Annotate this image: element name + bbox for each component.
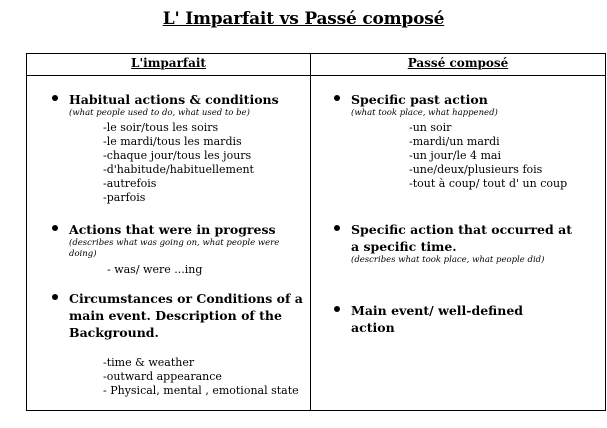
example-list	[351, 121, 601, 191]
list-item: -le mardi/tous les mardis	[103, 135, 242, 148]
table-header-row	[27, 54, 605, 76]
example-list	[69, 121, 305, 205]
imparfait-circumstances-section	[69, 290, 309, 398]
list-item: -d'habitude/habituellement	[103, 163, 254, 176]
list-item: -autrefois	[103, 177, 157, 190]
section-heading: Habitual actions & conditions	[69, 92, 279, 107]
section-heading: action	[351, 320, 395, 335]
section-heading: a specific time.	[351, 239, 457, 254]
section-heading: Specific past action	[351, 92, 488, 107]
list-item: -chaque jour/tous les jours	[103, 149, 252, 162]
list-item: -parfois	[103, 191, 146, 204]
list-item: - Physical, mental , emotional state	[103, 384, 299, 397]
bullet-icon	[52, 294, 58, 300]
section-note: (describes what was going on, what people were	[69, 238, 280, 248]
section-heading: Specific action that occurred at	[351, 222, 572, 237]
list-item: -mardi/un mardi	[409, 135, 500, 148]
list-item: -le soir/tous les soirs	[103, 121, 219, 134]
list-item: -tout à coup/ tout d' un coup	[409, 177, 568, 190]
example-list	[69, 263, 305, 277]
example-list	[69, 356, 309, 398]
list-item: -time & weather	[103, 356, 195, 369]
section-note: doing)	[69, 249, 97, 259]
passe-compose-time-section	[351, 221, 601, 266]
section-heading: Main event/ well-defined	[351, 303, 524, 318]
section-heading: Actions that were in progress	[69, 222, 276, 237]
header-passe-compose: Passé composé	[407, 56, 509, 70]
section-heading: Circumstances or Conditions of a	[69, 291, 303, 306]
imparfait-habitual-section	[69, 91, 305, 205]
column-divider	[310, 54, 311, 410]
list-item: -outward appearance	[103, 370, 222, 383]
imparfait-progress-section	[69, 221, 305, 277]
bullet-icon	[334, 306, 340, 312]
list-item: -un jour/le 4 mai	[409, 149, 501, 162]
bullet-icon	[52, 225, 58, 231]
section-note: (what took place, what happened)	[351, 108, 498, 118]
bullet-icon	[334, 225, 340, 231]
list-item: -une/deux/plusieurs fois	[409, 163, 543, 176]
passe-compose-specific-section	[351, 91, 601, 191]
header-imparfait: L'imparfait	[131, 56, 206, 70]
section-heading: Background.	[69, 325, 159, 340]
section-note: (describes what took place, what people did)	[351, 255, 545, 265]
list-item: - was/ were ...ing	[107, 263, 203, 276]
section-heading: main event. Description of the	[69, 308, 282, 323]
list-item: -un soir	[409, 121, 452, 134]
bullet-icon	[334, 95, 340, 101]
bullet-icon	[52, 95, 58, 101]
page-title: L' Imparfait vs Passé composé	[162, 9, 445, 29]
comparison-table	[26, 53, 606, 411]
section-note: (what people used to do, what used to be)	[69, 108, 250, 118]
passe-compose-main-event-section	[351, 302, 601, 336]
